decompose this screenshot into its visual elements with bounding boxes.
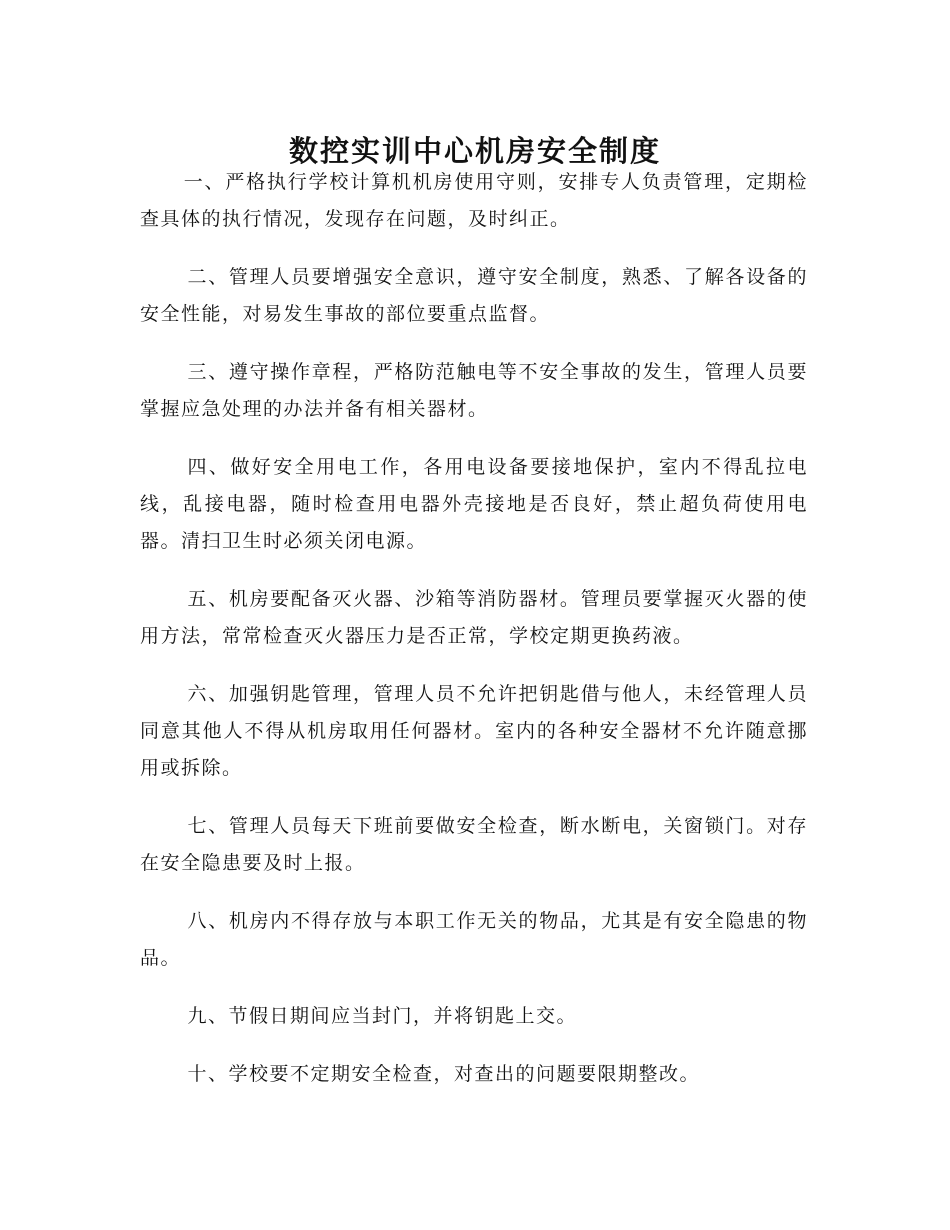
paragraph-3: 三、遵守操作章程，严格防范触电等不安全事故的发生，管理人员要掌握应急处理的办法并备有相关器材。: [140, 361, 808, 420]
paragraph-8: 八、机房内不得存放与本职工作无关的物品，尤其是有安全隐患的物品。: [140, 910, 808, 969]
paragraph-5: 五、机房要配备灭火器、沙箱等消防器材。管理员要掌握灭火器的使用方法，常常检查灭火器压力是否正常，学校定期更换药液。: [140, 588, 808, 647]
paragraph-7: 七、管理人员每天下班前要做安全检查，断水断电，关窗锁门。对存在安全隐患要及时上报。: [140, 815, 808, 874]
paragraph-10: 十、学校要不定期安全检查，对查出的问题要限期整改。: [187, 1063, 701, 1085]
paragraph-6: 六、加强钥匙管理，管理人员不允许把钥匙借与他人，未经管理人员同意其他人不得从机房取用任何器材。室内的各种安全器材不允许随意挪用或拆除。: [140, 683, 808, 779]
paragraph-2: 二、管理人员要增强安全意识，遵守安全制度，熟悉、了解各设备的安全性能，对易发生事故的部位要重点监督。: [140, 266, 808, 325]
paragraph-9: 九、节假日期间应当封门，并将钥匙上交。: [187, 1005, 578, 1027]
paragraph-4: 四、做好安全用电工作，各用电设备要接地保护，室内不得乱拉电线，乱接电器，随时检查用电器外壳接地是否良好，禁止超负荷使用电器。清扫卫生时必须关闭电源。: [140, 456, 808, 552]
document-body: [140, 164, 808, 1114]
paragraph-1: 一、严格执行学校计算机机房使用守则，安排专人负责管理，定期检查具体的执行情况，发现存在问题，及时纠正。: [140, 171, 808, 230]
document-title: 数控实训中心机房安全制度: [288, 134, 661, 169]
